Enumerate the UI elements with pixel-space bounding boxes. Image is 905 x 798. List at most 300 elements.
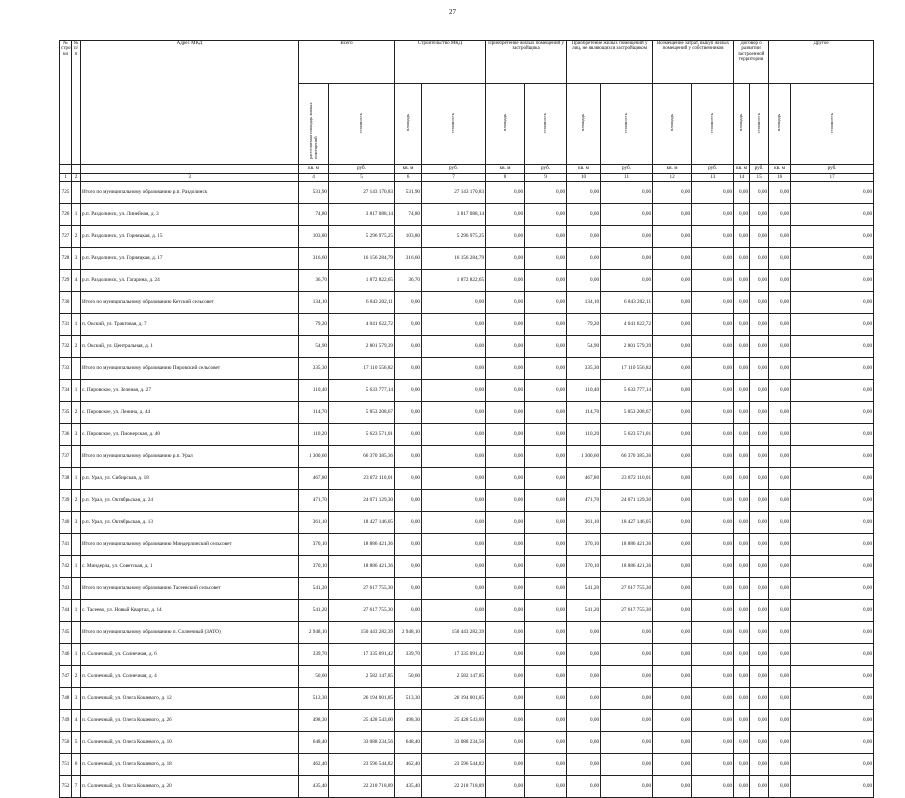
table-cell: 0,00: [525, 622, 567, 644]
table-cell: 0,00: [486, 556, 525, 578]
table-cell: 1 300,60: [299, 446, 329, 468]
table-row: [60, 468, 874, 490]
column-index: 17: [791, 174, 874, 182]
table-cell: 0,00: [791, 248, 874, 270]
header-sub: стоимость: [525, 84, 567, 165]
table-row: [60, 292, 874, 314]
column-index: 16: [769, 174, 791, 182]
table-cell: 0,00: [525, 534, 567, 556]
table-cell: 744: [60, 600, 72, 622]
unit-cell: кв. м: [653, 165, 692, 174]
table-cell: 2 801 579,39: [329, 336, 395, 358]
table-cell: 0,00: [486, 446, 525, 468]
table-cell: 0,00: [395, 380, 422, 402]
table-cell: 0,00: [525, 512, 567, 534]
table-cell: 0,00: [769, 226, 791, 248]
table-cell: 462,40: [395, 754, 422, 776]
table-cell: 648,40: [395, 732, 422, 754]
table-cell: 6: [72, 754, 81, 776]
table-cell: 0,00: [791, 358, 874, 380]
table-cell: п. Солнечный, ул. Солнечная, д. 4: [81, 666, 299, 688]
table-cell: [72, 578, 81, 600]
table-cell: 74,80: [299, 204, 329, 226]
table-row: [60, 512, 874, 534]
table-cell: 0,00: [486, 226, 525, 248]
table-cell: [72, 622, 81, 644]
table-cell: 0,00: [567, 710, 601, 732]
table-cell: 0,00: [791, 754, 874, 776]
table-cell: 110,20: [567, 424, 601, 446]
table-cell: 66 370 385,36: [329, 446, 395, 468]
table-cell: 0,00: [486, 776, 525, 798]
table-cell: 18 427 146,05: [329, 512, 395, 534]
table-cell: 0,00: [791, 512, 874, 534]
table-cell: 79,20: [299, 314, 329, 336]
table-cell: 0,00: [601, 226, 653, 248]
table-cell: 0,00: [692, 446, 734, 468]
table-cell: 0,00: [525, 402, 567, 424]
table-cell: 0,00: [692, 402, 734, 424]
table-cell: 1: [72, 468, 81, 490]
table-cell: 0,00: [395, 490, 422, 512]
table-cell: 0,00: [692, 754, 734, 776]
table-cell: 0,00: [734, 512, 750, 534]
table-cell: 0,00: [525, 204, 567, 226]
table-row: [60, 402, 874, 424]
table-cell: 26 194 001,85: [422, 688, 486, 710]
table-cell: 0,00: [395, 600, 422, 622]
unit-cell: руб.: [525, 165, 567, 174]
table-cell: 0,00: [692, 204, 734, 226]
table-cell: 0,00: [734, 644, 750, 666]
table-cell: 0,00: [395, 336, 422, 358]
table-cell: 0,00: [750, 358, 769, 380]
table-cell: 5: [72, 732, 81, 754]
table-cell: 0,00: [422, 336, 486, 358]
table-cell: 0,00: [734, 182, 750, 204]
table-cell: 0,00: [601, 644, 653, 666]
unit-cell: руб.: [750, 165, 769, 174]
table-cell: 0,00: [734, 380, 750, 402]
table-cell: 0,00: [769, 336, 791, 358]
table-cell: Итого по муниципальному образованию Пировский сельсовет: [81, 358, 299, 380]
table-cell: 134,10: [567, 292, 601, 314]
table-cell: 751: [60, 754, 72, 776]
table-cell: 0,00: [769, 534, 791, 556]
table-cell: 745: [60, 622, 72, 644]
table-cell: 0,00: [692, 732, 734, 754]
header-group-compensation: Возмещение затрат, выкуп жилых помещений у собственников: [653, 41, 734, 84]
table-cell: 4 041 622,72: [601, 314, 653, 336]
header-row-column-index: [60, 174, 874, 182]
table-cell: 0,00: [734, 292, 750, 314]
table-cell: 0,00: [734, 732, 750, 754]
table-cell: 0,00: [769, 688, 791, 710]
table-row: [60, 358, 874, 380]
table-cell: 25 428 543,00: [422, 710, 486, 732]
table-cell: 0,00: [734, 336, 750, 358]
table-cell: 0,00: [653, 336, 692, 358]
table-cell: 0,00: [734, 688, 750, 710]
table-cell: 0,00: [486, 578, 525, 600]
table-cell: 0,00: [769, 578, 791, 600]
table-cell: 0,00: [395, 314, 422, 336]
table-cell: р.п. Урал, ул. Октябрьская, д. 24: [81, 490, 299, 512]
table-cell: 0,00: [791, 556, 874, 578]
table-cell: 2 582 147,85: [422, 666, 486, 688]
table-cell: 0,00: [692, 292, 734, 314]
table-cell: 0,00: [692, 622, 734, 644]
table-cell: 0,00: [486, 358, 525, 380]
table-cell: 0,00: [692, 776, 734, 798]
table-cell: р.п. Урал, ул. Сибирская, д. 18: [81, 468, 299, 490]
table-row: [60, 732, 874, 754]
header-group-total: Всего: [299, 41, 395, 84]
table-row: [60, 776, 874, 798]
table-cell: 26 194 001,85: [329, 688, 395, 710]
table-cell: 0,00: [692, 270, 734, 292]
table-cell: [72, 292, 81, 314]
table-cell: 733: [60, 358, 72, 380]
table-cell: 2: [72, 666, 81, 688]
table-cell: 0,00: [769, 644, 791, 666]
table-cell: 0,00: [486, 424, 525, 446]
table-cell: 467,80: [299, 468, 329, 490]
header-group-non-developer: Приобретение жилых помещений у лиц, не являющихся застройщиком: [567, 41, 653, 84]
table-cell: 0,00: [692, 578, 734, 600]
table-cell: 0,00: [750, 490, 769, 512]
table-cell: 23 596 544,82: [422, 754, 486, 776]
table-cell: п. Окский, ул. Трактовая, д. 7: [81, 314, 299, 336]
table-cell: 23 872 110,01: [601, 468, 653, 490]
table-cell: 3: [72, 688, 81, 710]
table-cell: 0,00: [486, 600, 525, 622]
table-cell: 5 296 975,25: [422, 226, 486, 248]
table-cell: 0,00: [692, 490, 734, 512]
table-cell: р.п. Раздолинск, ул. Горняцкая, д. 17: [81, 248, 299, 270]
table-cell: 335,30: [567, 358, 601, 380]
table-cell: 22 218 718,89: [329, 776, 395, 798]
table-cell: 0,00: [791, 776, 874, 798]
table-cell: 0,00: [750, 688, 769, 710]
table-cell: 0,00: [601, 732, 653, 754]
table-row: [60, 556, 874, 578]
table-cell: 727: [60, 226, 72, 248]
table-cell: 0,00: [601, 688, 653, 710]
table-cell: 0,00: [567, 270, 601, 292]
table-cell: 17 335 091,42: [422, 644, 486, 666]
table-row: [60, 644, 874, 666]
table-cell: 110,40: [567, 380, 601, 402]
table-cell: 0,00: [653, 644, 692, 666]
table-cell: 1: [72, 380, 81, 402]
table-cell: 0,00: [486, 314, 525, 336]
table-cell: 0,00: [422, 600, 486, 622]
table-cell: 725: [60, 182, 72, 204]
table-cell: 1 872 822,65: [329, 270, 395, 292]
table-cell: 0,00: [769, 380, 791, 402]
table-cell: 0,00: [734, 776, 750, 798]
header-group-development: Договор о развитии застроенной территории: [734, 41, 769, 84]
table-cell: 0,00: [525, 182, 567, 204]
table-cell: 3 817 088,14: [422, 204, 486, 226]
table-cell: 0,00: [692, 314, 734, 336]
table-cell: 0,00: [791, 710, 874, 732]
table-cell: 0,00: [486, 380, 525, 402]
table-cell: 0,00: [750, 534, 769, 556]
column-index: 7: [422, 174, 486, 182]
table-cell: 0,00: [769, 556, 791, 578]
table-cell: 0,00: [486, 182, 525, 204]
table-cell: 0,00: [791, 226, 874, 248]
table-cell: 5 853 208,67: [329, 402, 395, 424]
table-cell: 0,00: [692, 710, 734, 732]
table-row: [60, 710, 874, 732]
table-cell: 0,00: [769, 248, 791, 270]
table-cell: 0,00: [422, 402, 486, 424]
table-cell: 0,00: [653, 732, 692, 754]
table-cell: 16 156 284,79: [329, 248, 395, 270]
table-cell: 0,00: [791, 336, 874, 358]
unit-cell: руб.: [329, 165, 395, 174]
table-row: [60, 578, 874, 600]
table-cell: 435,40: [299, 776, 329, 798]
table-cell: 0,00: [769, 776, 791, 798]
table-cell: 2 801 579,39: [601, 336, 653, 358]
table-cell: 0,00: [422, 292, 486, 314]
table-cell: 114,70: [567, 402, 601, 424]
table-cell: 0,00: [769, 292, 791, 314]
table-cell: 0,00: [734, 490, 750, 512]
table-cell: 0,00: [653, 666, 692, 688]
table-cell: 79,20: [567, 314, 601, 336]
table-cell: 0,00: [791, 446, 874, 468]
header-sub: площадь: [769, 84, 791, 165]
table-cell: 730: [60, 292, 72, 314]
column-index: 14: [734, 174, 750, 182]
table-cell: 0,00: [486, 622, 525, 644]
table-cell: 0,00: [653, 600, 692, 622]
header-sub: площадь: [567, 84, 601, 165]
header-address: Адрес МКД: [81, 41, 299, 165]
table-cell: 3 817 088,14: [329, 204, 395, 226]
table-cell: 0,00: [734, 204, 750, 226]
table-cell: 16 156 284,79: [422, 248, 486, 270]
table-cell: 541,20: [567, 578, 601, 600]
header-sub: стоимость: [329, 84, 395, 165]
table-row: [60, 754, 874, 776]
table-cell: 50,60: [395, 666, 422, 688]
table-cell: 361,10: [567, 512, 601, 534]
table-cell: 0,00: [791, 490, 874, 512]
table-row: [60, 248, 874, 270]
table-cell: 0,00: [601, 248, 653, 270]
header-row-units: [60, 165, 874, 174]
table-cell: [72, 446, 81, 468]
table-cell: 741: [60, 534, 72, 556]
table-cell: 0,00: [567, 182, 601, 204]
column-index: 6: [395, 174, 422, 182]
table-cell: 467,80: [567, 468, 601, 490]
table-cell: 0,00: [601, 666, 653, 688]
unit-cell: кв. м: [769, 165, 791, 174]
column-index: 11: [601, 174, 653, 182]
table-cell: 0,00: [791, 380, 874, 402]
table-cell: 3: [72, 512, 81, 534]
table-cell: 0,00: [769, 666, 791, 688]
table-cell: 0,00: [791, 732, 874, 754]
table-cell: 0,00: [734, 622, 750, 644]
table-cell: п. Окский, ул. Центральная, д. 1: [81, 336, 299, 358]
table-cell: 0,00: [791, 424, 874, 446]
table-cell: 54,90: [299, 336, 329, 358]
table-cell: 0,00: [653, 358, 692, 380]
table-cell: 0,00: [653, 270, 692, 292]
table-cell: 24 071 129,30: [329, 490, 395, 512]
table-cell: 18 886 421,36: [601, 534, 653, 556]
table-cell: Итого по муниципальному образованию р.п. Урал: [81, 446, 299, 468]
table-cell: 27 143 170,83: [329, 182, 395, 204]
table-cell: 0,00: [692, 380, 734, 402]
table-cell: 726: [60, 204, 72, 226]
table-cell: 648,40: [299, 732, 329, 754]
table-cell: 0,00: [692, 644, 734, 666]
table-cell: 498,30: [395, 710, 422, 732]
table-cell: 103,80: [395, 226, 422, 248]
table-cell: с. Тасеево, ул. Новый Квартал, д. 14: [81, 600, 299, 622]
table-cell: 0,00: [734, 578, 750, 600]
table-cell: 0,00: [692, 358, 734, 380]
table-cell: 0,00: [422, 424, 486, 446]
table-cell: 0,00: [395, 446, 422, 468]
table-cell: 335,30: [299, 358, 329, 380]
table-cell: 0,00: [525, 688, 567, 710]
table-cell: 0,00: [734, 710, 750, 732]
table-cell: 0,00: [750, 776, 769, 798]
table-cell: 0,00: [422, 380, 486, 402]
table-cell: 0,00: [422, 314, 486, 336]
table-cell: 0,00: [750, 204, 769, 226]
table-cell: 24 071 129,30: [601, 490, 653, 512]
table-cell: 749: [60, 710, 72, 732]
column-index: 10: [567, 174, 601, 182]
table-cell: 513,30: [395, 688, 422, 710]
table-cell: 0,00: [791, 578, 874, 600]
table-cell: 0,00: [769, 600, 791, 622]
table-cell: 0,00: [567, 226, 601, 248]
table-cell: 0,00: [486, 402, 525, 424]
table-cell: 0,00: [791, 182, 874, 204]
table-row: [60, 622, 874, 644]
table-cell: 2 948,10: [395, 622, 422, 644]
column-index: 3: [81, 174, 299, 182]
table-cell: 316,60: [299, 248, 329, 270]
table-cell: 0,00: [653, 182, 692, 204]
header-sub: площадь: [734, 84, 750, 165]
table-cell: 0,00: [750, 468, 769, 490]
table-cell: 0,00: [692, 336, 734, 358]
table-cell: 0,00: [486, 204, 525, 226]
table-cell: 738: [60, 468, 72, 490]
table-cell: 0,00: [525, 292, 567, 314]
table-body: [60, 182, 874, 798]
table-row: [60, 446, 874, 468]
table-cell: 0,00: [567, 248, 601, 270]
unit-cell: руб.: [791, 165, 874, 174]
table-cell: р.п. Раздолинск, ул. Линейная, д. 3: [81, 204, 299, 226]
table-cell: 435,40: [395, 776, 422, 798]
header-sub: стоимость: [422, 84, 486, 165]
table-cell: 513,30: [299, 688, 329, 710]
table-cell: 0,00: [769, 732, 791, 754]
header-sub: стоимость: [692, 84, 734, 165]
table-cell: 0,00: [486, 754, 525, 776]
table-cell: 0,00: [567, 644, 601, 666]
table-cell: 0,00: [601, 754, 653, 776]
table-cell: 3: [72, 424, 81, 446]
table-cell: 0,00: [567, 776, 601, 798]
table-row: [60, 380, 874, 402]
table-cell: 7: [72, 776, 81, 798]
table-cell: 54,90: [567, 336, 601, 358]
table-cell: 0,00: [750, 380, 769, 402]
table-cell: 0,00: [653, 688, 692, 710]
table-cell: с. Миндерла, ул. Советская, д. 1: [81, 556, 299, 578]
table-cell: 0,00: [525, 732, 567, 754]
table-cell: 0,00: [653, 490, 692, 512]
table-row: [60, 534, 874, 556]
table-cell: с. Пировское, ул. Пионерская, д. 40: [81, 424, 299, 446]
table-cell: 1: [72, 314, 81, 336]
table-cell: 0,00: [692, 468, 734, 490]
table-cell: 0,00: [422, 578, 486, 600]
table-cell: 0,00: [486, 732, 525, 754]
table-cell: с. Пировское, ул. Ленина, д. 44: [81, 402, 299, 424]
unit-cell: кв. м: [395, 165, 422, 174]
table-cell: 27 617 755,30: [601, 600, 653, 622]
table-row: [60, 600, 874, 622]
table-cell: 743: [60, 578, 72, 600]
table-cell: 18 886 421,36: [329, 556, 395, 578]
table-cell: р.п. Раздолинск, ул. Гагарина, д. 24: [81, 270, 299, 292]
unit-cell: руб.: [692, 165, 734, 174]
table-cell: 0,00: [653, 424, 692, 446]
table-cell: 18 427 146,05: [601, 512, 653, 534]
table-cell: [72, 358, 81, 380]
table-cell: 0,00: [486, 534, 525, 556]
table-cell: 0,00: [395, 292, 422, 314]
table-cell: 0,00: [769, 182, 791, 204]
header-group-construction: Строительство МКД: [395, 41, 486, 84]
table-cell: 0,00: [734, 754, 750, 776]
table-row: [60, 688, 874, 710]
table-cell: 541,20: [567, 600, 601, 622]
table-cell: 2 582 147,85: [329, 666, 395, 688]
table-cell: 0,00: [422, 468, 486, 490]
table-cell: 370,10: [567, 556, 601, 578]
table-cell: 4: [72, 270, 81, 292]
table-cell: р.п. Раздолинск, ул. Горняцкая, д. 15: [81, 226, 299, 248]
table-cell: 0,00: [525, 754, 567, 776]
table-cell: 0,00: [734, 358, 750, 380]
table-cell: 0,00: [750, 622, 769, 644]
header-row-groups: [60, 41, 874, 84]
table-cell: 0,00: [791, 600, 874, 622]
column-index: 15: [750, 174, 769, 182]
table-cell: 1 872 822,65: [422, 270, 486, 292]
table-cell: 0,00: [750, 226, 769, 248]
table-cell: 0,00: [769, 512, 791, 534]
